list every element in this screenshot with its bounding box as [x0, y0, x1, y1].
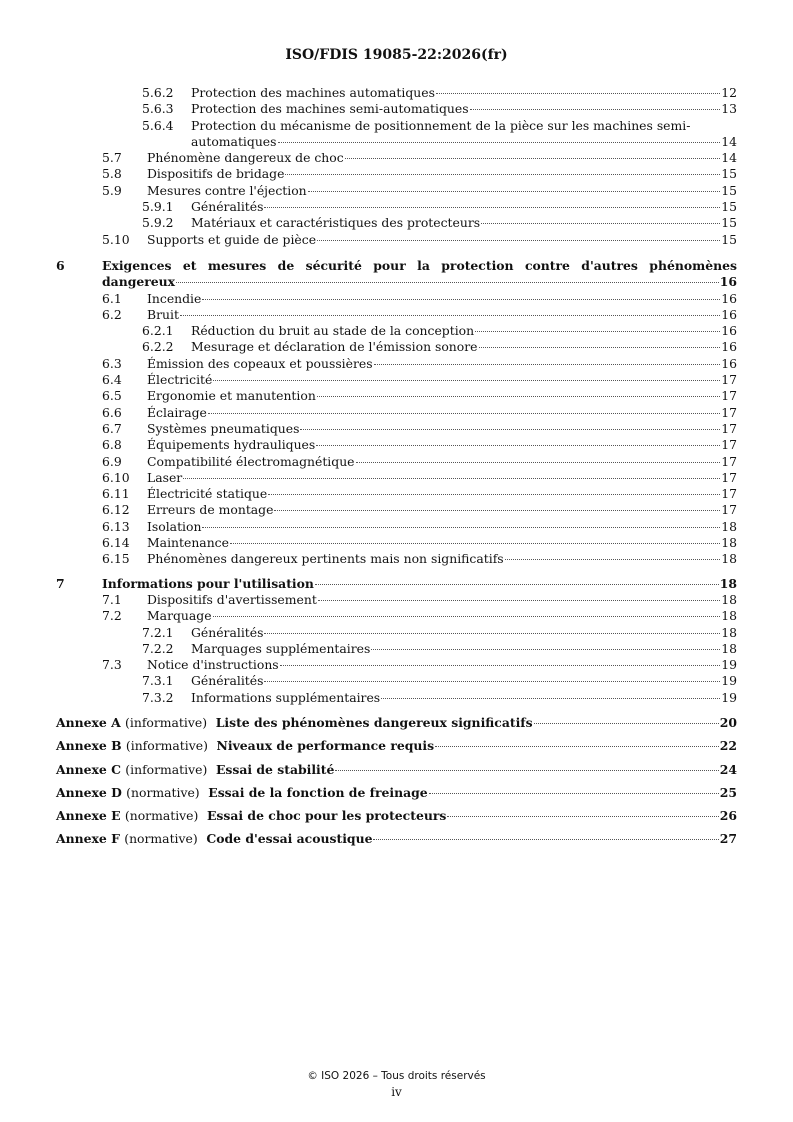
dot-leader — [176, 282, 719, 283]
toc-entry-6-13[interactable] — [56, 519, 737, 535]
dot-leader — [268, 494, 720, 495]
toc-number: 7.3.2 — [142, 689, 174, 705]
toc-number: 5.6.3 — [142, 101, 174, 117]
toc-number: 7.2 — [102, 608, 122, 624]
dot-leader — [317, 396, 720, 397]
toc-entry-7-2-2[interactable] — [56, 641, 737, 657]
toc-entry-5-6-4[interactable] — [56, 118, 737, 134]
toc-page: 26 — [719, 808, 737, 824]
dot-leader — [381, 698, 720, 699]
dot-leader — [208, 413, 720, 414]
toc-page: 16 — [719, 274, 737, 290]
toc-title: Bruit — [147, 306, 179, 322]
dot-leader — [374, 364, 721, 365]
dot-leader — [373, 839, 718, 840]
toc-page: 12 — [721, 85, 737, 100]
toc-page: 16 — [721, 355, 737, 371]
annex-kind: (normative) — [126, 784, 200, 800]
toc-page: 27 — [719, 831, 737, 847]
annex-title: Essai de choc pour les protecteurs — [206, 808, 447, 824]
toc-entry-7-3-2[interactable] — [56, 690, 737, 706]
toc-number: 7.1 — [102, 591, 122, 607]
toc-title: Informations supplémentaires — [191, 689, 381, 705]
toc-page: 17 — [721, 469, 737, 485]
toc-annex-e[interactable] — [56, 808, 737, 824]
toc-page: 17 — [721, 453, 737, 469]
annex-kind: (informative) — [125, 761, 208, 777]
toc-number: 6.3 — [102, 355, 122, 371]
toc-title: Systèmes pneumatiques — [147, 420, 300, 436]
toc-page: 18 — [721, 551, 737, 567]
toc-page: 25 — [719, 784, 737, 800]
dot-leader — [183, 478, 720, 479]
toc-title-line-1: Protection du mécanisme de positionnement de la pièce sur les machines semi- — [191, 117, 691, 133]
toc-title: Dispositifs de bridage — [147, 166, 285, 182]
toc-number: 5.9.1 — [142, 199, 174, 215]
toc-page: 13 — [721, 101, 737, 117]
toc-number: 6.6 — [102, 404, 122, 420]
dot-leader — [264, 207, 720, 208]
toc-page: 18 — [721, 591, 737, 607]
toc-page: 17 — [721, 502, 737, 518]
dot-leader — [285, 174, 720, 175]
toc-entry-6-6[interactable] — [56, 405, 737, 421]
toc-title: Phénomènes dangereux pertinents mais non significatifs — [147, 551, 504, 567]
toc-entry-7-3[interactable] — [56, 657, 737, 673]
toc-page: 19 — [721, 689, 737, 705]
toc-page: 18 — [721, 518, 737, 534]
toc-number: 5.9 — [102, 182, 122, 198]
toc-number: 6.5 — [102, 388, 122, 404]
toc-entry-5-7[interactable] — [56, 150, 737, 166]
toc-page: 16 — [721, 339, 737, 355]
toc-title: Incendie — [147, 290, 202, 306]
toc-number: 5.8 — [102, 166, 122, 182]
annex-kind: (normative) — [124, 831, 198, 847]
toc-entry-6-2[interactable] — [56, 307, 737, 323]
toc-number: 6.2.1 — [142, 323, 174, 339]
toc-entry-5-9-1[interactable] — [56, 199, 737, 215]
toc-title: Généralités — [191, 673, 264, 689]
toc-entry-6-2-1[interactable] — [56, 323, 737, 339]
toc-title: Protection des machines automatiques — [191, 85, 435, 100]
toc-page: 22 — [719, 738, 737, 754]
toc-entry-6-12[interactable] — [56, 502, 737, 518]
toc-number: 5.10 — [102, 231, 130, 247]
annex-title: Niveaux de performance requis — [216, 738, 435, 754]
dot-leader — [274, 510, 720, 511]
toc-entry-6-2-2[interactable] — [56, 339, 737, 355]
toc-entry-5-6-4-continued[interactable] — [56, 134, 737, 150]
dot-leader — [317, 240, 720, 241]
toc-number: 5.9.2 — [142, 215, 174, 231]
toc-number: 6.12 — [102, 502, 130, 518]
dot-leader — [505, 559, 721, 560]
table-of-contents — [56, 85, 737, 848]
annex-kind: (normative) — [124, 808, 199, 824]
toc-number: 6.1 — [102, 290, 122, 306]
toc-page: 19 — [721, 657, 737, 673]
dot-leader — [318, 600, 720, 601]
dot-leader — [202, 299, 720, 300]
toc-page: 17 — [721, 404, 737, 420]
toc-page: 18 — [719, 575, 737, 591]
toc-entry-6-11[interactable] — [56, 486, 737, 502]
toc-entry-5-10[interactable] — [56, 232, 737, 248]
dot-leader — [335, 770, 718, 771]
toc-title: Laser — [147, 469, 183, 485]
dot-leader — [429, 793, 719, 794]
toc-entry-5-8[interactable] — [56, 166, 737, 182]
toc-number: 7.2.2 — [142, 640, 174, 656]
toc-entry-5-9[interactable] — [56, 183, 737, 199]
toc-entry-5-6-2[interactable] — [56, 85, 737, 101]
toc-title: Électricité statique — [147, 486, 268, 502]
toc-title: Émission des copeaux et poussières — [147, 355, 373, 371]
toc-entry-6-continued[interactable] — [56, 274, 737, 290]
dot-leader — [264, 633, 720, 634]
toc-page: 14 — [721, 133, 737, 149]
toc-number: 6.2 — [102, 306, 122, 322]
toc-entry-6-10[interactable] — [56, 470, 737, 486]
dot-leader — [230, 543, 720, 544]
toc-page: 16 — [721, 323, 737, 339]
annex-label: Annexe C — [56, 761, 121, 777]
toc-annex-c[interactable] — [56, 762, 737, 778]
annex-kind: (informative) — [125, 738, 208, 754]
toc-title: Généralités — [191, 624, 264, 640]
toc-number: 6.9 — [102, 453, 122, 469]
annex-title: Liste des phénomènes dangereux significatifs — [215, 714, 533, 730]
toc-entry-6-7[interactable] — [56, 421, 737, 437]
toc-number: 6.7 — [102, 420, 122, 436]
toc-number: 5.7 — [102, 150, 122, 166]
toc-page: 18 — [721, 624, 737, 640]
toc-number: 5.6.2 — [142, 85, 174, 100]
toc-page: 18 — [721, 608, 737, 624]
toc-entry-5-6-3[interactable] — [56, 101, 737, 117]
dot-leader — [213, 616, 721, 617]
toc-page: 17 — [721, 388, 737, 404]
dot-leader — [308, 191, 721, 192]
annex-label: Annexe F — [56, 831, 120, 847]
toc-title: Protection des machines semi-automatiques — [191, 101, 469, 117]
toc-annex-d[interactable] — [56, 785, 737, 801]
toc-title: Généralités — [191, 199, 264, 215]
toc-title: Réduction du bruit au stade de la conception — [191, 323, 475, 339]
toc-number: 6.15 — [102, 551, 130, 567]
toc-number: 7.2.1 — [142, 624, 174, 640]
toc-page: 18 — [721, 640, 737, 656]
toc-number: 6.4 — [102, 372, 122, 388]
dot-leader — [356, 462, 721, 463]
toc-page: 16 — [721, 290, 737, 306]
annex-title: Code d'essai acoustique — [206, 831, 373, 847]
dot-leader — [534, 723, 719, 724]
annex-title: Essai de la fonction de freinage — [208, 784, 428, 800]
dot-leader — [264, 681, 720, 682]
annex-label: Annexe E — [56, 808, 121, 824]
toc-entry-6-9[interactable] — [56, 454, 737, 470]
dot-leader — [345, 158, 721, 159]
dot-leader — [470, 109, 721, 110]
toc-page: 15 — [721, 199, 737, 215]
page-number: iv — [391, 1085, 402, 1099]
dot-leader — [435, 746, 719, 747]
toc-number: 6.8 — [102, 437, 122, 453]
dot-leader — [481, 223, 720, 224]
toc-entry-6-3[interactable] — [56, 356, 737, 372]
toc-number: 7.3 — [102, 657, 122, 673]
toc-annex-a[interactable] — [56, 715, 737, 731]
toc-page: 18 — [721, 535, 737, 551]
toc-title: Éclairage — [147, 404, 207, 420]
toc-page: 17 — [721, 420, 737, 436]
toc-page: 15 — [721, 182, 737, 198]
toc-title: Marquage — [147, 608, 212, 624]
toc-entry-6[interactable] — [56, 258, 737, 274]
dot-leader — [371, 649, 720, 650]
toc-title: Marquages supplémentaires — [191, 640, 371, 656]
toc-entry-5-9-2[interactable] — [56, 215, 737, 231]
toc-title: Phénomène dangereux de choc — [147, 150, 344, 166]
toc-entry-6-8[interactable] — [56, 437, 737, 453]
toc-entry-7-2[interactable] — [56, 608, 737, 624]
toc-number: 7 — [56, 575, 65, 591]
toc-page: 15 — [721, 215, 737, 231]
toc-page: 17 — [721, 437, 737, 453]
copyright-footer: © ISO 2026 – Tous droits réservés — [307, 1070, 486, 1082]
toc-number: 6 — [56, 257, 65, 273]
toc-title: Équipements hydrauliques — [147, 437, 316, 453]
dot-leader — [278, 142, 721, 143]
toc-page: 15 — [721, 231, 737, 247]
toc-title: Maintenance — [147, 535, 229, 551]
toc-entry-6-15[interactable] — [56, 551, 737, 567]
toc-number: 6.13 — [102, 518, 130, 534]
toc-entry-7-2-1[interactable] — [56, 625, 737, 641]
annex-title: Essai de stabilité — [215, 761, 335, 777]
toc-page: 19 — [721, 673, 737, 689]
toc-entry-6-14[interactable] — [56, 535, 737, 551]
toc-title: Supports et guide de pièce — [147, 231, 317, 247]
toc-title-line-2: automatiques — [191, 133, 277, 149]
toc-number: 6.2.2 — [142, 339, 174, 355]
toc-title: Isolation — [147, 518, 202, 534]
dot-leader — [475, 331, 720, 332]
dot-leader — [447, 816, 718, 817]
toc-title: Erreurs de montage — [147, 502, 274, 518]
toc-page: 17 — [721, 372, 737, 388]
toc-number: 6.14 — [102, 535, 130, 551]
toc-title: Notice d'instructions — [147, 657, 279, 673]
toc-entry-7-3-1[interactable] — [56, 673, 737, 689]
toc-title: Informations pour l'utilisation — [102, 575, 314, 591]
toc-title: Électricité — [147, 372, 213, 388]
toc-number: 5.6.4 — [142, 117, 174, 133]
toc-number: 6.11 — [102, 486, 130, 502]
toc-title: Dispositifs d'avertissement — [147, 591, 317, 607]
toc-title: Mesures contre l'éjection — [147, 182, 307, 198]
dot-leader — [280, 665, 721, 666]
dot-leader — [479, 347, 721, 348]
toc-annex-f[interactable] — [56, 831, 737, 847]
annex-label: Annexe B — [56, 738, 122, 754]
dot-leader — [315, 584, 719, 585]
toc-entry-7[interactable] — [56, 576, 737, 592]
toc-entry-6-5[interactable] — [56, 388, 737, 404]
toc-annex-b[interactable] — [56, 738, 737, 754]
annex-label: Annexe A — [56, 714, 121, 730]
dot-leader — [180, 315, 720, 316]
toc-page: 17 — [721, 486, 737, 502]
toc-title: Mesurage et déclaration de l'émission sonore — [191, 339, 478, 355]
dot-leader — [316, 445, 720, 446]
toc-entry-6-4[interactable] — [56, 372, 737, 388]
toc-entry-6-1[interactable] — [56, 291, 737, 307]
toc-page: 20 — [719, 714, 737, 730]
dot-leader — [436, 93, 720, 94]
toc-entry-7-1[interactable] — [56, 592, 737, 608]
dot-leader — [213, 380, 720, 381]
dot-leader — [202, 527, 720, 528]
toc-page: 16 — [721, 306, 737, 322]
toc-number: 6.10 — [102, 469, 130, 485]
toc-number: 7.3.1 — [142, 673, 174, 689]
toc-page: 24 — [719, 761, 737, 777]
toc-title: Matériaux et caractéristiques des protecteurs — [191, 215, 481, 231]
toc-title-line-1: Exigences et mesures de sécurité pour la protection contre d'autres phénomènes — [102, 257, 737, 273]
document-header: ISO/FDIS 19085-22:2026(fr) — [285, 47, 508, 63]
toc-title: Ergonomie et manutention — [147, 388, 316, 404]
toc-title: Compatibilité électromagnétique — [147, 453, 355, 469]
toc-page: 14 — [721, 150, 737, 166]
toc-title-line-2: dangereux — [102, 274, 176, 290]
toc-page: 15 — [721, 166, 737, 182]
annex-label: Annexe D — [56, 784, 122, 800]
dot-leader — [300, 429, 720, 430]
annex-kind: (informative) — [125, 714, 208, 730]
